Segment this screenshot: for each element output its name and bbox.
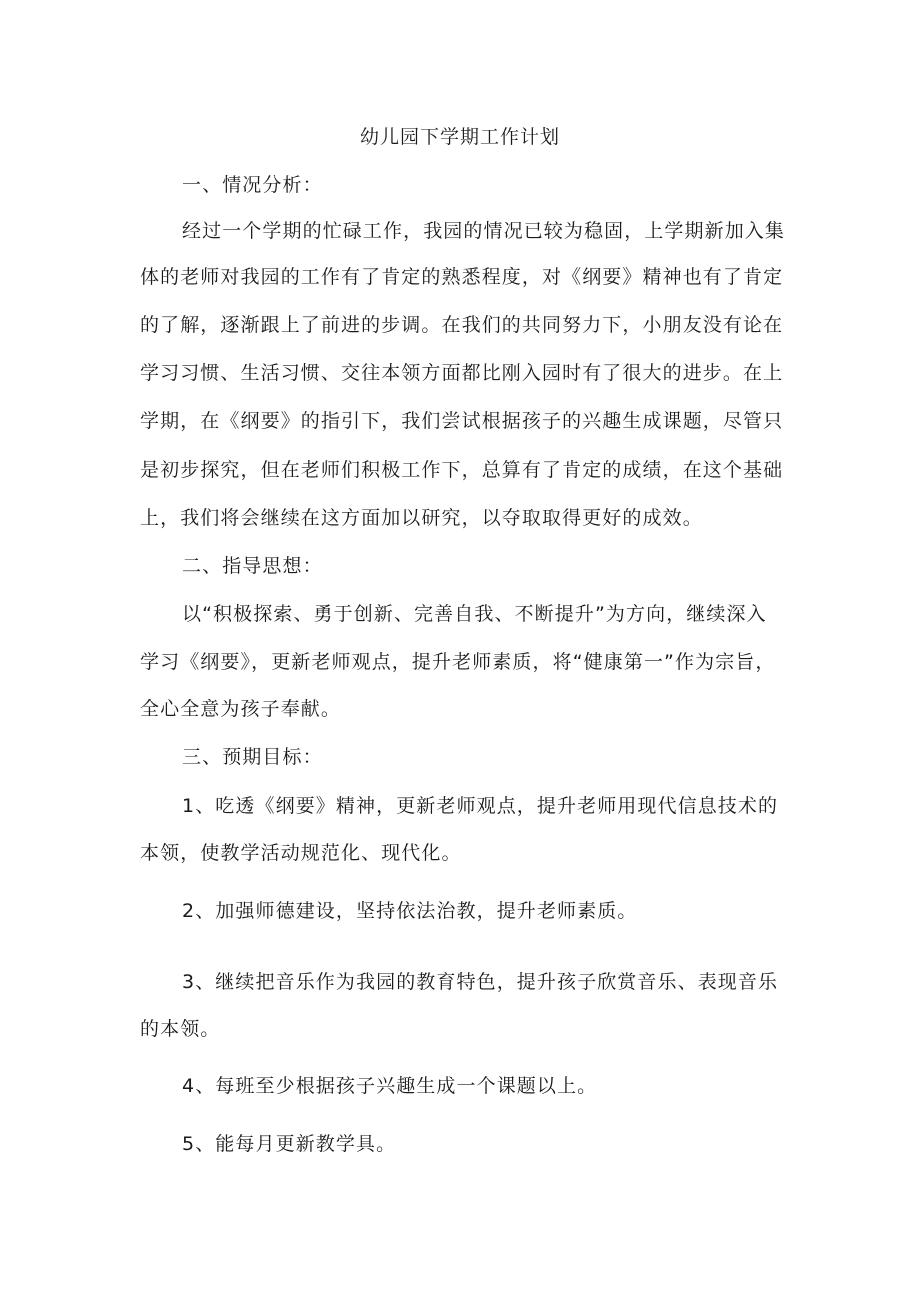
paragraph-line: 全心全意为孩子奉献。 xyxy=(140,698,342,720)
paragraph-line: 经过一个学期的忙碌工作，我园的情况已较为稳固，上学期新加入集 xyxy=(182,220,786,242)
goal-item-3-continued: 的本领。 xyxy=(140,1018,221,1040)
goal-item-4: 4、每班至少根据孩子兴趣生成一个课题以上。 xyxy=(182,1075,598,1097)
document-title: 幼儿园下学期工作计划 xyxy=(359,126,560,148)
section-heading-guiding-thought: 二、指导思想： xyxy=(182,555,323,577)
paragraph-line: 学期，在《纲要》的指引下，我们尝试根据孩子的兴趣生成课题，尽管只 xyxy=(140,410,784,432)
paragraph-line: 以“积极探索、勇于创新、完善自我、不断提升”为方向，继续深入 xyxy=(182,603,767,625)
goal-item-1: 1、吃透《纲要》精神，更新老师观点，提升老师用现代信息技术的 xyxy=(182,795,779,817)
paragraph-line: 学习习惯、生活习惯、交往本领方面都比刚入园时有了很大的进步。在上 xyxy=(140,362,784,384)
goal-item-2: 2、加强师德建设，坚持依法治教，提升老师素质。 xyxy=(182,900,638,922)
section-heading-situation: 一、情况分析： xyxy=(182,174,323,196)
paragraph-line: 的了解，逐渐跟上了前进的步调。在我们的共同努力下，小朋友没有论在 xyxy=(140,314,784,336)
goal-item-3: 3、继续把音乐作为我园的教育特色，提升孩子欣赏音乐、表现音乐 xyxy=(182,971,779,993)
paragraph-line: 是初步探究，但在老师们积极工作下，总算有了肯定的成绩，在这个基础 xyxy=(140,459,784,481)
goal-item-5: 5、能每月更新教学具。 xyxy=(182,1133,397,1155)
section-heading-expected-goals: 三、预期目标： xyxy=(182,746,323,768)
paragraph-line: 上，我们将会继续在这方面加以研究，以夺取取得更好的成效。 xyxy=(140,507,703,529)
paragraph-line: 学习《纲要》，更新老师观点，提升老师素质，将“健康第一”作为宗旨， xyxy=(140,651,776,673)
paragraph-line: 体的老师对我园的工作有了肯定的熟悉程度，对《纲要》精神也有了肯定 xyxy=(140,266,784,288)
goal-item-1-continued: 本领，使教学活动规范化、现代化。 xyxy=(140,842,462,864)
